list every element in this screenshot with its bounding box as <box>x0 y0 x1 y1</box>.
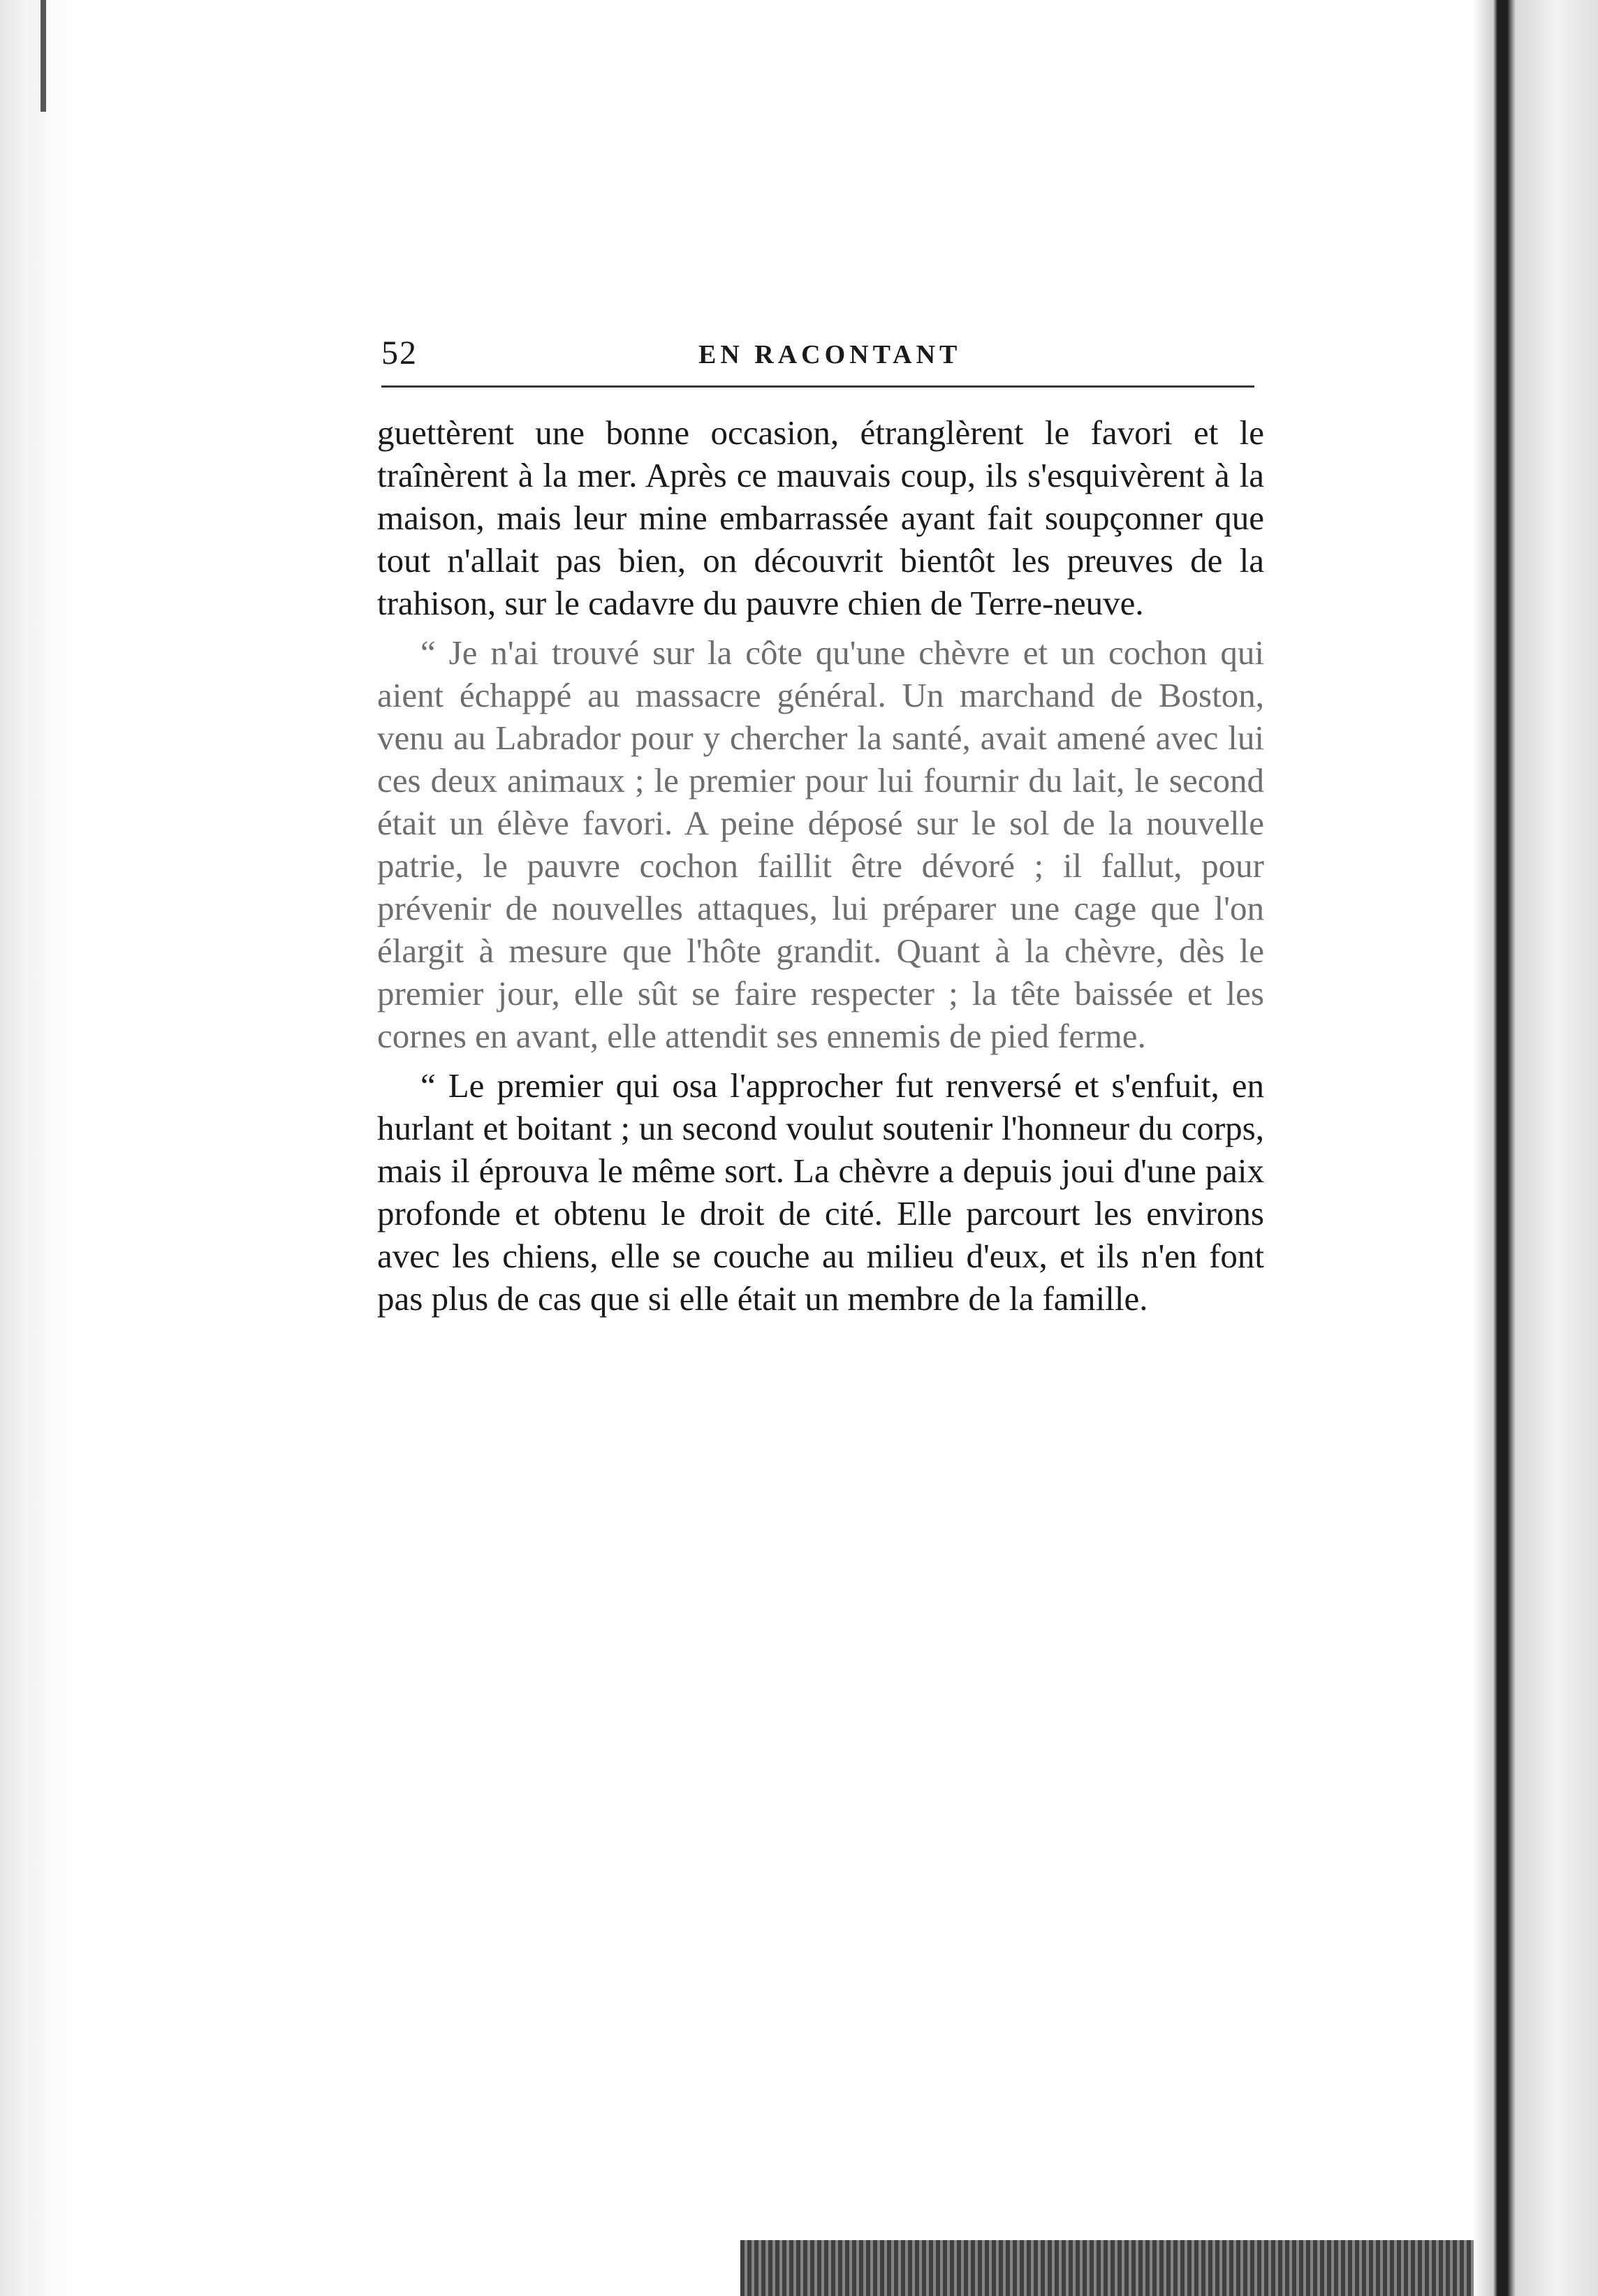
scan-left-edge <box>0 0 75 2296</box>
book-page <box>377 334 1264 1320</box>
running-head <box>377 334 1264 383</box>
scan-left-mark <box>41 0 46 112</box>
paragraph-continued: guettèrent une bonne occasion, étranglèrent le favori et le traînèrent à la mer. Après ce mauvais coup, ils s'esquivèrent à la maison, mais leur mine embarrassée ayant fait soupçonner que tout n'allait pas bien, on découvrit bientôt les preuves de la trahison, sur le cadavre du pauvre chien de Terre-neuve. <box>377 413 1264 622</box>
paragraph-quote-goat: “ Je n'ai trouvé sur la côte qu'une chèvre et un cochon qui aient échappé au massacre général. Un marchand de Boston, venu au Labrador pour y chercher la santé, avait amené avec lui ces deux animaux ; le premier pour lui fournir du lait, le second était un élève favori. A peine déposé sur le sol de la nouvelle patrie, le pauvre cochon faillit être dévoré ; il fallut, pour prévenir de nouvelles attaques, lui préparer une cage que l'on élargit à mesure que l'hôte grandit. Quant à la chèvre, dès le premier jour, elle sût se faire respecter ; la tête baissée et les cornes en avant, elle attendit ses ennemis de pied ferme. <box>377 633 1264 1055</box>
scan-bottom-strip <box>740 2240 1474 2296</box>
body-text <box>377 411 1264 1320</box>
scan-binding-edge <box>1472 0 1598 2296</box>
paragraph-quote-first: “ Le premier qui osa l'approcher fut renversé et s'enfuit, en hurlant et boitant ; un second voulut soutenir l'honneur du corps, mais il éprouva le même sort. La chèvre a depuis joui d'une paix profonde et obtenu le droit de cité. Elle parcourt les environs avec les chiens, elle se couche au milieu d'eux, et ils n'en font pas plus de cas que si elle était un membre de la famille. <box>377 1066 1264 1318</box>
page-number: 52 <box>381 334 418 371</box>
header-rule <box>381 385 1254 388</box>
running-title: EN RACONTANT <box>698 340 962 369</box>
